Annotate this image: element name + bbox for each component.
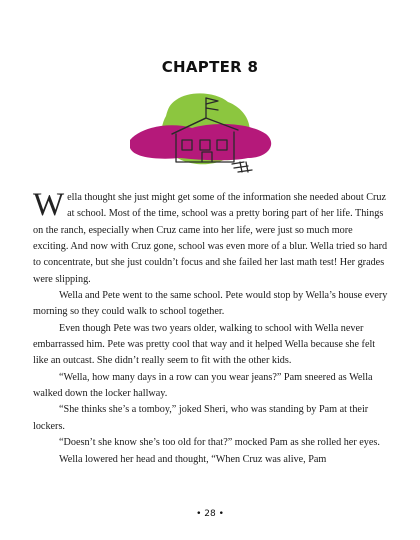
paragraph: Wella lowered her head and thought, “When Cruz was alive, Pam <box>59 453 327 465</box>
body-text <box>33 187 389 468</box>
paragraph <box>33 187 389 288</box>
paragraph: Wella and Pete went to the same school. Pete would stop by Wella’s house every morning so they could walk to school together. <box>33 290 388 318</box>
paragraph: “Wella, how many days in a row can you wear jeans?” Pam sneered as Wella walked down the locker hallway. <box>33 371 373 400</box>
page-number: • 28 • <box>196 509 224 519</box>
paragraph: Even though Pete was two years older, walking to school with Wella never embarrassed him. Pete was pretty cool that way and it helped Wella because she felt like an outcast. She didn’t really seem to fit with the other kids. <box>33 322 376 367</box>
schoolhouse-icon <box>120 88 280 184</box>
paragraph-text: ella thought she just might get some of the information she needed about Cruz at school. Most of the time, school was a pretty boring part of her life. Things on the ranch, especially when Cruz came into her life, were just so much more exciting. And now with Cruz gone, school was even more of a blur. Wella tried so hard to concentrate, but she just couldn’t focus and she failed her last math test! Her grades were slipping. <box>33 192 388 285</box>
paragraph: “Doesn’t she know she’s too old for that?” mocked Pam as she rolled her eyes. <box>59 437 380 449</box>
drop-cap: W <box>33 187 65 223</box>
paragraph: “She thinks she’s a tomboy,” joked Sheri, who was standing by Pam at their lockers. <box>33 404 369 432</box>
chapter-title: CHAPTER 8 <box>161 58 259 76</box>
